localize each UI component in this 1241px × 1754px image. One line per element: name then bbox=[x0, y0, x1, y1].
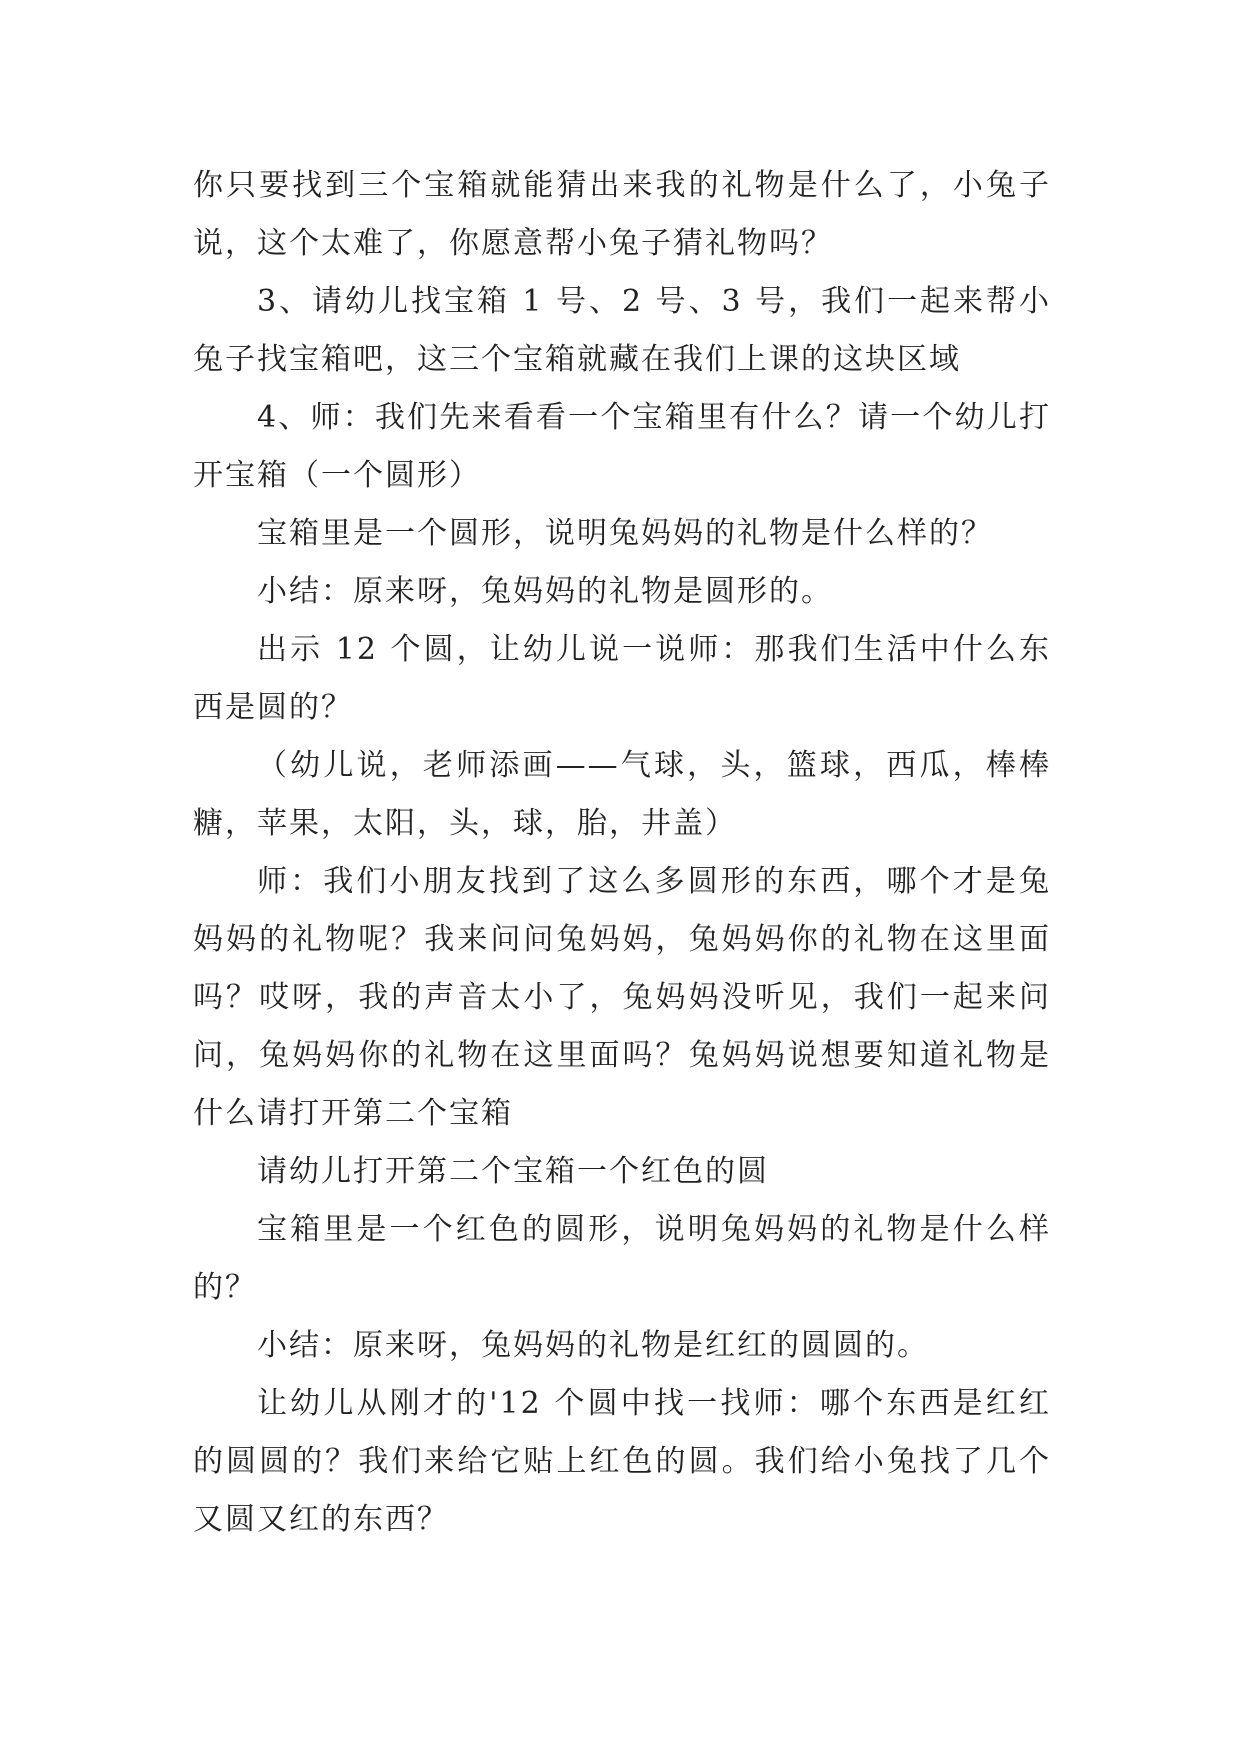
paragraph: 小结：原来呀，兔妈妈的礼物是红红的圆圆的。 bbox=[257, 1328, 929, 1363]
paragraph: 请幼儿打开第二个宝箱一个红色的圆 bbox=[257, 1154, 769, 1189]
paragraph: 你只要找到三个宝箱就能猜出来我的礼物是什么了，小兔子说，这个太难了，你愿意帮小兔子猜礼物吗？ bbox=[193, 168, 1051, 261]
paragraph: 4、师：我们先来看看一个宝箱里有什么？请一个幼儿打开宝箱（一个圆形） bbox=[193, 400, 1051, 493]
document-body bbox=[193, 157, 1051, 1549]
paragraph: 让幼儿从刚才的'12 个圆中找一找师：哪个东西是红红的圆圆的？我们来给它贴上红色的圆。我们给小兔找了几个又圆又红的东西？ bbox=[193, 1386, 1051, 1537]
paragraph: 宝箱里是一个圆形，说明兔妈妈的礼物是什么样的？ bbox=[257, 516, 993, 551]
paragraph: 3、请幼儿找宝箱 1 号、2 号、3 号，我们一起来帮小兔子找宝箱吧，这三个宝箱就藏在我们上课的这块区域 bbox=[193, 284, 1051, 377]
paragraph: 师：我们小朋友找到了这么多圆形的东西，哪个才是兔妈妈的礼物呢？我来问问兔妈妈，兔妈妈你的礼物在这里面吗？哎呀，我的声音太小了，兔妈妈没听见，我们一起来问问，兔妈妈你的礼物在这里面吗？兔妈妈说想要知道礼物是什么请打开第二个宝箱 bbox=[193, 864, 1051, 1131]
paragraph: 小结：原来呀，兔妈妈的礼物是圆形的。 bbox=[257, 574, 833, 609]
paragraph: （幼儿说，老师添画——气球，头，篮球，西瓜，棒棒糖，苹果，太阳，头，球，胎，井盖） bbox=[193, 748, 1051, 841]
paragraph: 宝箱里是一个红色的圆形，说明兔妈妈的礼物是什么样的？ bbox=[193, 1212, 1051, 1305]
paragraph: 出示 12 个圆，让幼儿说一说师：那我们生活中什么东西是圆的？ bbox=[193, 632, 1051, 725]
